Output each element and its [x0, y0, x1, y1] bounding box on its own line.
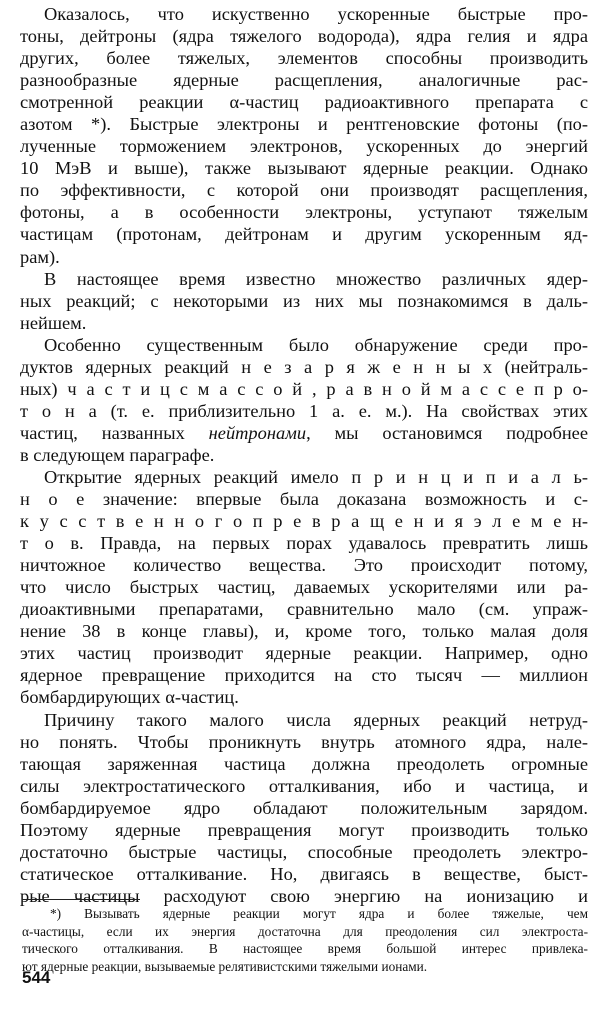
text-line: частиц, названных нейтронами, мы остановимся подробнее	[20, 422, 588, 443]
text-line: бомбардируемое ядро обладают положительным зарядом.	[20, 797, 588, 818]
text-line: по эффективности, с которой они производят расщепления,	[20, 180, 588, 201]
text-line: этих частиц производит ядерные реакции. Например, одно	[20, 643, 588, 664]
footnote-line: *) Вызывать ядерные реакции могут ядра и более тяжелые, чем	[50, 906, 588, 921]
text-line: но понять. Чтобы проникнуть внутрь атомного ядра, нале-	[20, 731, 588, 752]
text-line: других, более тяжелых, элементов способны производить	[20, 48, 588, 69]
text-line: дуктов ядерных реакций н е з а р я ж е н н ы х (нейтраль-	[20, 356, 588, 377]
text-line: достаточно быстрые частицы, способные преодолеть электро-	[20, 841, 588, 862]
text-line: тающая заряженная частица должна преодолеть огромные	[20, 753, 588, 774]
text-line: тоны, дейтроны (ядра тяжелого водорода), ядра гелия и ядра	[20, 26, 588, 47]
text-line: н о е значение: впервые была доказана возможность и с-	[20, 489, 588, 510]
text-line: рые частицы расходуют свою энергию на ионизацию и	[20, 885, 588, 906]
text-line: Оказалось, что искуственно ускоренные быстрые про-	[44, 4, 588, 24]
text-line: т о н а (т. е. приблизительно 1 а. е. м.). На свойствах этих	[20, 400, 588, 421]
text-line: разнообразные ядерные расщепления, аналогичные рас-	[20, 70, 588, 91]
text-line: Причину такого малого числа ядерных реакций нетруд-	[44, 709, 588, 730]
footnote-line: ют ядерные реакции, вызываемые релятивистскими тяжелыми ионами.	[22, 958, 428, 974]
footnote-line: тического отталкивания. В настоящее время большой интерес привлека-	[22, 941, 588, 956]
footnote-line: α-частицы, если их энергия достаточна для преодоления сил электроста-	[22, 923, 588, 939]
text-line: ных) ч а с т и ц с м а с с о й , р а в н о й м а с с е п р о-	[20, 378, 588, 399]
text-line: фотоны, а в особенности электроны, уступают тяжелым	[20, 202, 588, 223]
text-line: нение 38 в конце главы), и, кроме того, только малая доля	[20, 621, 588, 642]
text-line: что число быстрых частиц, даваемых ускорителями или ра-	[20, 577, 588, 598]
text-line: диоактивными препаратами, сравнительно мало (см. упраж-	[20, 599, 588, 620]
main-text	[20, 3, 588, 907]
text-line: Открытие ядерных реакций имело п р и н ц и п и а л ь-	[44, 466, 588, 487]
text-line: силы электростатического отталкивания, ибо и частица, и	[20, 775, 588, 796]
text-line: лученные торможением электронов, ускоренных до энергий	[20, 136, 588, 157]
footnote-divider	[22, 899, 140, 900]
text-line: в следующем параграфе.	[20, 444, 215, 465]
page-number: 544	[22, 968, 51, 987]
text-line: бомбардирующих α-частиц.	[20, 687, 239, 708]
text-line: ничтожное количество вещества. Это происходит потому,	[20, 555, 588, 576]
text-line: 10 МэВ и выше), также вызывают ядерные реакции. Однако	[20, 158, 588, 179]
text-line: к у с с т в е н н о г о п р е в р а щ е н и я э л е м е н-	[20, 511, 588, 532]
text-line: т о в. Правда, на первых порах удавалось превратить лишь	[20, 533, 588, 554]
text-line: В настоящее время известно множество различных ядер-	[44, 268, 588, 289]
text-line: нейшем.	[20, 312, 87, 333]
text-line: ядерное превращение приходится на сто тысяч — миллион	[20, 665, 588, 686]
text-line: Поэтому ядерные превращения могут производить только	[20, 819, 588, 840]
text-line: азотом *). Быстрые электроны и рентгеновские фотоны (по-	[20, 114, 588, 135]
text-line: рам).	[20, 246, 60, 267]
emphasis-word: нейтронами	[208, 422, 307, 443]
text-line: статическое отталкивание. Но, двигаясь в веществе, быст-	[20, 863, 588, 884]
text-line: частицам (протонам, дейтронам и другим ускоренным яд-	[20, 224, 588, 245]
text-line: смотренной реакции α-частиц радиоактивного препарата с	[20, 92, 588, 113]
text-line: ных реакций; с некоторыми из них мы познакомимся в даль-	[20, 290, 588, 311]
footnote	[22, 905, 588, 975]
text-line: Особенно существенным было обнаружение среди про-	[44, 334, 588, 355]
